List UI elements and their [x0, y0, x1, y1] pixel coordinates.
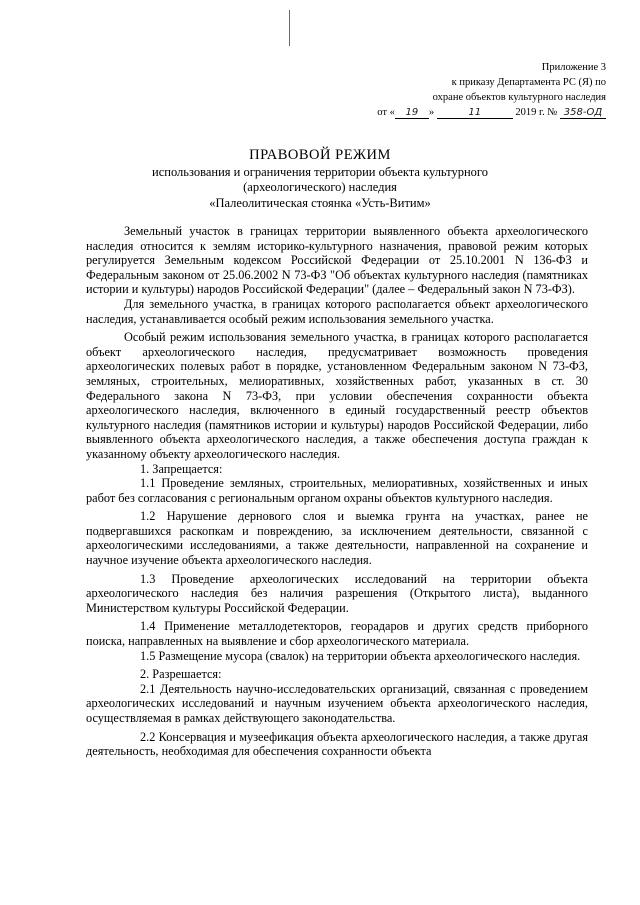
appendix-date-line — [276, 105, 606, 120]
title-main: ПРАВОВОЙ РЕЖИМ — [249, 147, 391, 163]
clause-1-2: 1.2 Нарушение дернового слоя и выемка грунта на участках, ранее не подвергавшихся раскопкам и повреждению, за исключением деятельности, связанной с археологическими исследованиями, а также деятельности, направленной на сохранение и научное изучение объекта археологического наследия. — [86, 509, 588, 568]
document-body — [86, 224, 588, 759]
scan-fold-mark — [289, 10, 290, 46]
paragraph-land-plot: Земельный участок в границах территории выявленного объекта археологического наследия относится к землям историко-культурного назначения, правовой режим которых регулируется Земельным кодексом Российской Федерации от 25.10.2001 N 136-ФЗ и Федеральным законом от 25.06.2002 N 73-ФЗ "Об объектах культурного наследия (памятниках истории и культуры) народов Российской Федерации" (далее – Федеральный закон N 73-ФЗ). — [86, 224, 588, 297]
clause-2-2: 2.2 Консервация и музеефикация объекта археологического наследия, а также другая деятельность, необходимая для обеспечения сохранности объекта — [86, 729, 588, 759]
date-month: 11 — [437, 107, 513, 119]
title-line-4: «Палеолитическая стоянка «Усть-Витим» — [209, 195, 431, 210]
paragraph-regime-details: Особый режим использования земельного участка, в границах которого располагается объект археологического наследия, предусматривает возможность проведения археологических полевых работ в порядке, установленном Федеральным законом N 73-ФЗ, земляных, строительных, мелиоративных, хозяйственных работ, указанных в ст. 30 Федерального закона N 73-ФЗ, при условии обеспечения сохранности объекта археологического наследия, включенного в единый государственный реестр объектов культурного наследия (памятников истории и культуры) народов Российской Федерации, либо выявленного объекта археологического наследия, а также обеспечения доступа граждан к указанному объекту археологического наследия. — [86, 330, 588, 461]
order-number: 358-ОД — [560, 107, 606, 119]
date-year: 2019 г. № — [515, 107, 558, 118]
appendix-header — [276, 60, 606, 120]
date-prefix: от « — [377, 107, 395, 118]
clause-1-3: 1.3 Проведение археологических исследований на территории объекта археологического наследия без наличия разрешения (Открытого листа), выданного Министерством культуры Российской Федерации. — [86, 571, 588, 615]
date-day: 19 — [395, 107, 429, 119]
clause-1-4: 1.4 Применение металлодетекторов, георадаров и других средств приборного поиска, направленных на выявление и сбор археологического материала. — [86, 619, 588, 649]
appendix-line-3: охране объектов культурного наследия — [432, 92, 606, 103]
paragraph-special-regime: Для земельного участка, в границах которого располагается объект археологического наследия, устанавливается особый режим использования земельного участка. — [86, 296, 588, 326]
section-prohibited: 1. Запрещается: — [140, 461, 223, 476]
title-line-2: использования и ограничения территории объекта культурного — [152, 164, 488, 179]
section-allowed: 2. Разрешается: — [140, 667, 222, 682]
clause-2-1: 2.1 Деятельность научно-исследовательских организаций, связанная с проведением археологических исследований и научным изучением объекта археологического наследия, осуществляемая в рамках действующего законодательства. — [86, 681, 588, 725]
appendix-line-2: к приказу Департамента РС (Я) по — [451, 77, 606, 88]
document-title — [100, 148, 540, 211]
clause-1-1: 1.1 Проведение земляных, строительных, мелиоративных, хозяйственных и иных работ без согласования с региональным органом охраны объектов культурного наследия. — [86, 476, 588, 505]
appendix-line-1: Приложение 3 — [541, 62, 606, 73]
title-line-3: (археологического) наследия — [243, 180, 397, 194]
date-mid: » — [428, 107, 435, 118]
clause-1-5: 1.5 Размещение мусора (свалок) на территории объекта археологического наследия. — [140, 648, 581, 663]
